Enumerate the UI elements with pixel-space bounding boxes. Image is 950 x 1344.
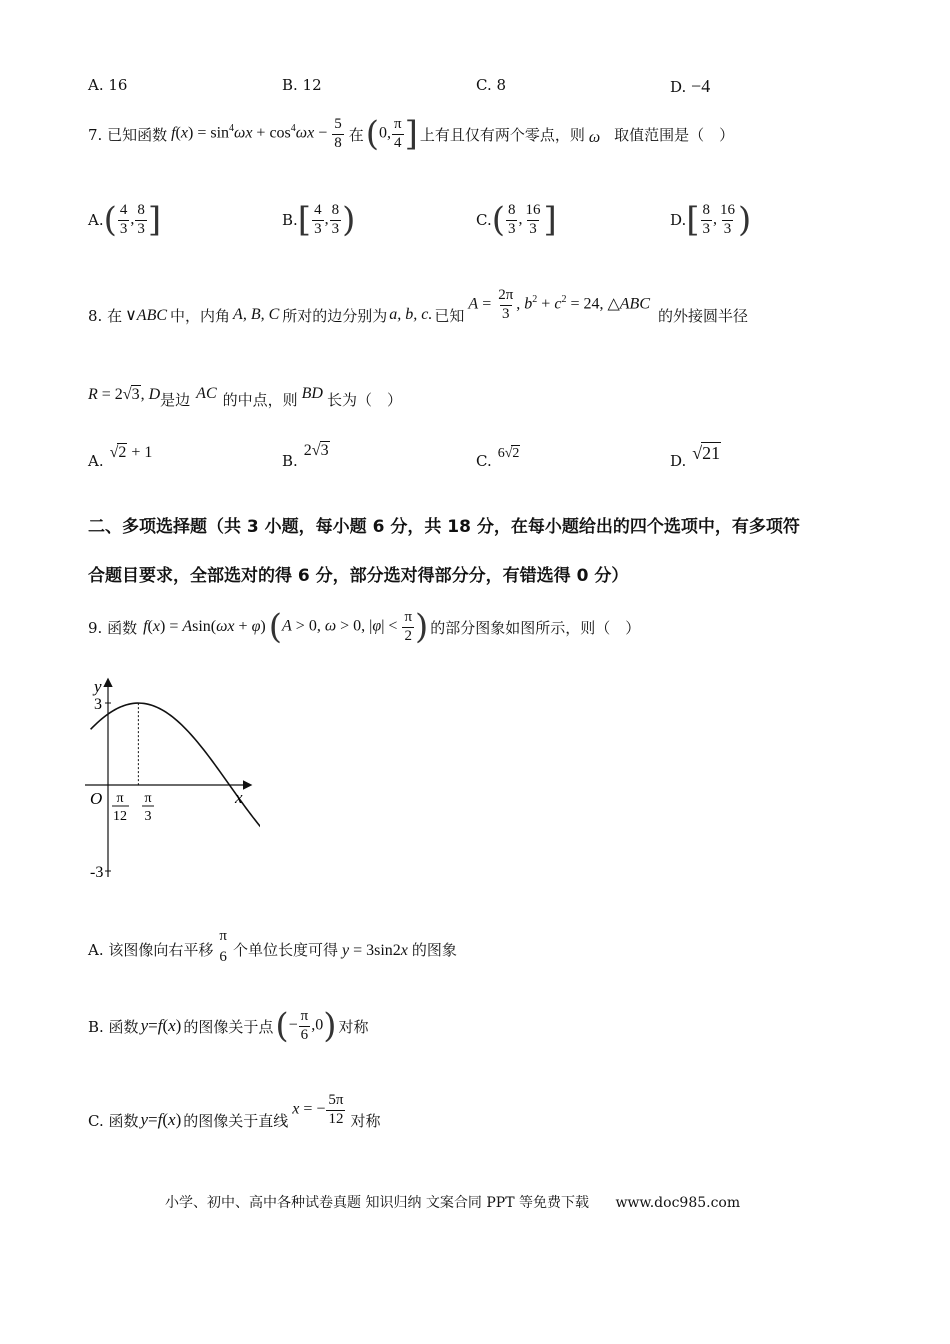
q7-option-c-label: C. [476, 211, 492, 229]
q8-line2-text: 是边 [160, 390, 191, 409]
q8-prefix: 8. 在 [88, 306, 123, 325]
q8-angles: A, B, C [233, 306, 280, 323]
q6-option-a: A. 16 [88, 76, 128, 94]
x-tick-pi-12-den: 12 [113, 809, 127, 824]
q9-option-b-math: y=f(x) [140, 1016, 182, 1035]
q9-option-a [88, 916, 457, 966]
q8-bd: BD [301, 385, 323, 402]
q9-option-c-mid: 的图像关于直线 [183, 1111, 289, 1130]
q7-suffix: 上有且仅有两个零点，则 [419, 125, 585, 144]
section2-heading-line1: 二、多项选择题（共 3 小题，每小题 6 分，共 18 分，在每小题给出的四个选项中，有多项符 [88, 517, 800, 537]
q8-condition: A = $\frac{2\pi}{3}$ , $b^2 + c^2 = 24$, △ABC [468, 287, 650, 322]
q9-option-b-mid: 的图像关于点 [183, 1017, 274, 1036]
q8-option-d [670, 440, 721, 470]
q9-option-b-end: 对称 [338, 1017, 369, 1036]
q6-option-b: B. 12 [282, 76, 322, 94]
footer [165, 1192, 740, 1212]
q9-graph [85, 672, 260, 887]
footer-text: 小学、初中、高中各种试卷真题 知识归纳 文案合同 PPT 等免费下载 [165, 1195, 589, 1211]
origin-label: O [90, 789, 103, 808]
q8-line2-math: R = 2√3, D [88, 385, 161, 403]
q8-option-a-label: A. [88, 452, 104, 470]
q9-option-b-point: (− $\frac{\pi}{6}$ ,0) [275, 1006, 337, 1046]
q7-option-a-label: A. [88, 211, 104, 229]
q8-mid3: 已知 [434, 306, 465, 325]
x-tick-pi-12 [112, 791, 129, 824]
x-tick-pi-3-num: π [144, 791, 152, 806]
q8-mid2: 所对的边分别为 [282, 306, 388, 325]
q7-prefix: 7. 已知函数 [88, 125, 168, 144]
q9-option-b [88, 1000, 369, 1052]
q7-option-c-value: ( $\frac{8}{3}$ , $\frac{16}{3}$ ] [491, 200, 557, 240]
q8-option-b-label: B. [282, 452, 298, 470]
q7-mid: 在 [348, 125, 364, 144]
q8-option-b-value: 2√3 [303, 442, 329, 459]
q9-option-c-math: y=f(x) [140, 1110, 182, 1129]
x-tick-pi-3-den: 3 [144, 809, 152, 824]
q6-option-d-label: D. [670, 78, 687, 96]
q7-option-a-value: ( $\frac{4}{3}$ , $\frac{8}{3}$ ] [103, 200, 162, 240]
q8-sides: a, b, c. [389, 306, 433, 323]
q9-function: f(x) = Asin(ωx + φ) [143, 618, 266, 635]
q8-stem [88, 288, 748, 342]
q7-option-b [282, 195, 355, 245]
q9-option-a-frac: π 6 [219, 927, 227, 965]
q9-option-c-end: 对称 [350, 1111, 381, 1130]
q7-function: $f(x) = \sin^4\omega x + \cos^4\omega x$ − $\frac{5}{8}$ [171, 116, 342, 151]
y-min-label: -3 [90, 864, 104, 881]
q8-line2-end: 长为（ ） [326, 390, 402, 409]
q9-option-b-prefix: B. 函数 [88, 1017, 139, 1036]
q8-option-a-value: √2 + 1 [109, 444, 153, 461]
q7-option-c [476, 195, 557, 245]
y-max-label: 3 [94, 696, 102, 713]
q6-option-d-value: −4 [691, 76, 711, 96]
q9-condition: (A > 0, ω > 0, |φ| < $\frac{\pi}{2}$ ) [268, 607, 429, 647]
q8-ac: AC [196, 385, 217, 402]
q9-prefix: 9. 函数 [88, 618, 138, 637]
q7-option-d-value: [ $\frac{8}{3}$ , $\frac{16}{3}$ ) [686, 200, 752, 240]
q9-option-c-line: x = − $\frac{5\pi}{12}$ [292, 1092, 344, 1127]
q9-option-a-math: y = 3sin2x [341, 942, 408, 959]
section2-heading-line2: 合题目要求，全部选对的得 6 分，部分选对得部分分，有错选得 0 分） [88, 566, 629, 586]
q7-option-b-value: [ $\frac{4}{3}$ , $\frac{8}{3}$ ) [297, 200, 356, 240]
q8-option-b [282, 440, 330, 470]
q7-stem [88, 112, 734, 156]
q6-option-d [670, 76, 710, 97]
q8-option-a [88, 440, 152, 470]
q8-option-d-label: D. [670, 452, 687, 470]
q9-stem [88, 602, 640, 652]
q7-option-b-label: B. [282, 211, 298, 229]
q7-option-d-label: D. [670, 211, 687, 229]
q8-mid: 中，内角 [170, 306, 231, 325]
q8-end: 的外接圆半径 [657, 306, 748, 325]
footer-url[interactable]: www.doc985.com [615, 1195, 741, 1211]
q9-suffix: 的部分图象如图所示，则（ ） [430, 618, 641, 637]
q7-option-a [88, 195, 161, 245]
q9-option-c [88, 1084, 381, 1136]
q6-option-c: C. 8 [476, 76, 507, 94]
y-axis-label: y [94, 677, 102, 696]
x-tick-pi-12-num: π [116, 791, 124, 806]
q7-option-d [670, 195, 751, 245]
q9-option-a-prefix: A. 该图像向右平移 [88, 941, 214, 959]
x-tick-pi-3 [142, 791, 154, 824]
q8-option-c-value: 6√2 [497, 446, 520, 461]
q8-option-c [476, 440, 520, 470]
q9-option-a-end: 的图象 [411, 941, 457, 959]
q9-option-c-prefix: C. 函数 [88, 1111, 139, 1130]
q7-interval: (0, $\frac{\pi}{4}$ ] [365, 114, 418, 154]
q8-option-d-value: √21 [692, 443, 721, 463]
q8-triangle: ∨ABC [125, 307, 168, 324]
q8-line2 [88, 384, 402, 414]
q7-omega: ω [588, 129, 601, 146]
q8-option-c-label: C. [476, 452, 492, 470]
q8-line2-text2: 的中点，则 [222, 390, 298, 409]
q9-option-a-mid: 个单位长度可得 [232, 941, 338, 959]
q7-suffix2: 取值范围是（ ） [614, 125, 735, 144]
x-axis-label: x [235, 788, 243, 807]
